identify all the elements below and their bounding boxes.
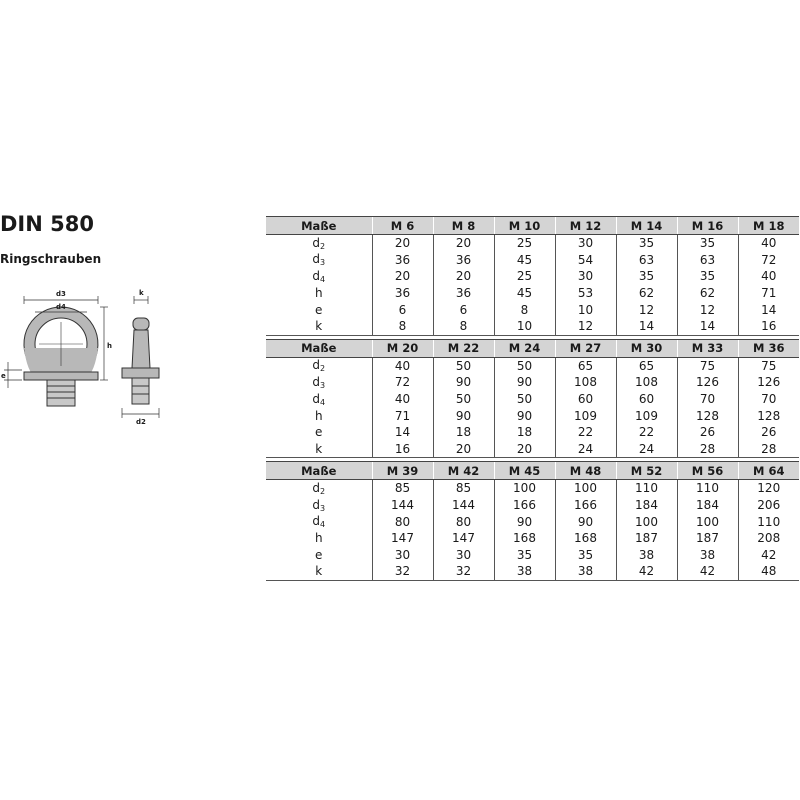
table-cell: 28 bbox=[738, 441, 799, 458]
table-cell: 50 bbox=[433, 391, 494, 408]
table-cell: 14 bbox=[738, 301, 799, 318]
thread-size-header: M 30 bbox=[616, 339, 677, 357]
header-label: Maße bbox=[266, 217, 372, 235]
thread-size-header: M 6 bbox=[372, 217, 433, 235]
row-label bbox=[266, 497, 372, 514]
table-cell: 85 bbox=[372, 480, 433, 497]
table-cell: 32 bbox=[433, 563, 494, 580]
label-d2: d2 bbox=[136, 418, 146, 426]
row-label-main: d bbox=[312, 268, 321, 283]
table-cell: 12 bbox=[555, 318, 616, 335]
table-cell: 50 bbox=[433, 357, 494, 374]
table-header-row bbox=[266, 339, 799, 357]
table-cell: 71 bbox=[738, 285, 799, 302]
row-label bbox=[266, 530, 372, 547]
table-cell: 90 bbox=[433, 374, 494, 391]
row-label-main: k bbox=[315, 319, 323, 334]
table-cell: 128 bbox=[677, 407, 738, 424]
row-label bbox=[266, 480, 372, 497]
thread-size-header: M 8 bbox=[433, 217, 494, 235]
table-cell: 30 bbox=[555, 268, 616, 285]
row-label-subscript: 4 bbox=[320, 397, 326, 407]
table-cell: 24 bbox=[555, 441, 616, 458]
table-cell: 20 bbox=[372, 268, 433, 285]
row-label bbox=[266, 547, 372, 564]
table-row bbox=[266, 318, 799, 335]
table-cell: 36 bbox=[433, 285, 494, 302]
row-label bbox=[266, 407, 372, 424]
table-cell: 20 bbox=[494, 441, 555, 458]
table-cell: 50 bbox=[494, 391, 555, 408]
table-cell: 45 bbox=[494, 285, 555, 302]
table-cell: 70 bbox=[677, 391, 738, 408]
thread-size-header: M 12 bbox=[555, 217, 616, 235]
table-cell: 72 bbox=[372, 374, 433, 391]
row-label-main: e bbox=[315, 302, 323, 317]
table-cell: 53 bbox=[555, 285, 616, 302]
row-label-main: e bbox=[315, 425, 323, 440]
table-cell: 10 bbox=[494, 318, 555, 335]
header-label: Maße bbox=[266, 339, 372, 357]
thread-size-header: M 64 bbox=[738, 462, 799, 480]
table-cell: 40 bbox=[738, 268, 799, 285]
table-cell: 20 bbox=[433, 441, 494, 458]
table-cell: 40 bbox=[372, 357, 433, 374]
row-label-subscript: 4 bbox=[320, 274, 326, 284]
table-cell: 36 bbox=[372, 252, 433, 269]
table-cell: 90 bbox=[494, 374, 555, 391]
eye-bolt-technical-drawing bbox=[0, 282, 170, 432]
label-e: e bbox=[1, 372, 6, 380]
table-cell: 25 bbox=[494, 235, 555, 252]
table-cell: 42 bbox=[616, 563, 677, 580]
row-label bbox=[266, 563, 372, 580]
row-label-subscript: 2 bbox=[320, 364, 326, 374]
row-label-main: k bbox=[315, 441, 323, 456]
table-cell: 30 bbox=[433, 547, 494, 564]
label-h: h bbox=[107, 342, 112, 350]
thread-size-header: M 52 bbox=[616, 462, 677, 480]
table-cell: 28 bbox=[677, 441, 738, 458]
label-d4: d4 bbox=[56, 303, 66, 311]
page-subtitle: Ringschrauben bbox=[0, 252, 102, 266]
table-cell: 45 bbox=[494, 252, 555, 269]
table-cell: 20 bbox=[372, 235, 433, 252]
table-cell: 206 bbox=[738, 497, 799, 514]
row-label-main: d bbox=[312, 480, 321, 495]
table-row bbox=[266, 407, 799, 424]
table-cell: 38 bbox=[677, 547, 738, 564]
table-cell: 147 bbox=[372, 530, 433, 547]
table-row bbox=[266, 235, 799, 252]
table-cell: 60 bbox=[555, 391, 616, 408]
thread-size-header: M 18 bbox=[738, 217, 799, 235]
table-row bbox=[266, 374, 799, 391]
table-cell: 40 bbox=[738, 235, 799, 252]
table-cell: 12 bbox=[616, 301, 677, 318]
row-label-main: d bbox=[312, 514, 321, 529]
table-cell: 63 bbox=[616, 252, 677, 269]
table-cell: 109 bbox=[555, 407, 616, 424]
table-cell: 25 bbox=[494, 268, 555, 285]
row-label-main: d bbox=[312, 358, 321, 373]
table-cell: 166 bbox=[494, 497, 555, 514]
table-row bbox=[266, 285, 799, 302]
table-row bbox=[266, 547, 799, 564]
table-cell: 65 bbox=[616, 357, 677, 374]
dimension-table-1 bbox=[266, 216, 799, 336]
label-d3: d3 bbox=[56, 290, 66, 298]
table-cell: 10 bbox=[555, 301, 616, 318]
row-label bbox=[266, 252, 372, 269]
table-cell: 70 bbox=[738, 391, 799, 408]
table-cell: 38 bbox=[494, 563, 555, 580]
table-cell: 8 bbox=[494, 301, 555, 318]
table-cell: 144 bbox=[433, 497, 494, 514]
table-cell: 100 bbox=[555, 480, 616, 497]
row-label-subscript: 3 bbox=[320, 503, 326, 513]
table-cell: 109 bbox=[616, 407, 677, 424]
row-label-main: h bbox=[314, 531, 323, 546]
thread-size-header: M 16 bbox=[677, 217, 738, 235]
table-row bbox=[266, 391, 799, 408]
table-cell: 100 bbox=[677, 513, 738, 530]
thread-size-header: M 22 bbox=[433, 339, 494, 357]
table-cell: 60 bbox=[616, 391, 677, 408]
table-cell: 168 bbox=[494, 530, 555, 547]
table-cell: 16 bbox=[372, 441, 433, 458]
table-cell: 36 bbox=[433, 252, 494, 269]
table-cell: 184 bbox=[677, 497, 738, 514]
table-row bbox=[266, 268, 799, 285]
table-cell: 80 bbox=[372, 513, 433, 530]
table-cell: 90 bbox=[555, 513, 616, 530]
table-cell: 14 bbox=[677, 318, 738, 335]
dimension-table-3 bbox=[266, 461, 799, 581]
table-cell: 30 bbox=[372, 547, 433, 564]
table-cell: 20 bbox=[433, 268, 494, 285]
table-cell: 35 bbox=[677, 268, 738, 285]
table-cell: 42 bbox=[677, 563, 738, 580]
table-cell: 22 bbox=[555, 424, 616, 441]
table-cell: 35 bbox=[677, 235, 738, 252]
thread-size-header: M 14 bbox=[616, 217, 677, 235]
table-cell: 85 bbox=[433, 480, 494, 497]
table-cell: 75 bbox=[677, 357, 738, 374]
table-row bbox=[266, 530, 799, 547]
table-row bbox=[266, 441, 799, 458]
row-label bbox=[266, 235, 372, 252]
table-cell: 90 bbox=[494, 407, 555, 424]
row-label bbox=[266, 318, 372, 335]
table-cell: 32 bbox=[372, 563, 433, 580]
table-cell: 126 bbox=[677, 374, 738, 391]
table-cell: 90 bbox=[433, 407, 494, 424]
table-row bbox=[266, 301, 799, 318]
table-cell: 72 bbox=[738, 252, 799, 269]
thread-size-header: M 39 bbox=[372, 462, 433, 480]
table-row bbox=[266, 513, 799, 530]
table-cell: 63 bbox=[677, 252, 738, 269]
table-cell: 8 bbox=[372, 318, 433, 335]
table-cell: 8 bbox=[433, 318, 494, 335]
row-label-subscript: 2 bbox=[320, 241, 326, 251]
thread-size-header: M 42 bbox=[433, 462, 494, 480]
row-label-main: d bbox=[312, 497, 321, 512]
row-label-main: d bbox=[312, 252, 321, 267]
dimension-tables bbox=[266, 216, 799, 584]
table-cell: 18 bbox=[433, 424, 494, 441]
table-cell: 62 bbox=[616, 285, 677, 302]
table-cell: 35 bbox=[616, 235, 677, 252]
table-cell: 50 bbox=[494, 357, 555, 374]
row-label bbox=[266, 374, 372, 391]
table-cell: 26 bbox=[677, 424, 738, 441]
row-label bbox=[266, 513, 372, 530]
row-label-main: h bbox=[314, 286, 323, 301]
row-label bbox=[266, 441, 372, 458]
table-cell: 20 bbox=[433, 235, 494, 252]
row-label-main: e bbox=[315, 547, 323, 562]
thread-size-header: M 48 bbox=[555, 462, 616, 480]
thread-size-header: M 36 bbox=[738, 339, 799, 357]
table-header-row bbox=[266, 217, 799, 235]
table-cell: 128 bbox=[738, 407, 799, 424]
table-cell: 38 bbox=[555, 563, 616, 580]
dimension-table-2 bbox=[266, 339, 799, 459]
table-cell: 6 bbox=[433, 301, 494, 318]
thread-size-header: M 20 bbox=[372, 339, 433, 357]
table-row bbox=[266, 480, 799, 497]
thread-size-header: M 56 bbox=[677, 462, 738, 480]
table-cell: 110 bbox=[616, 480, 677, 497]
table-cell: 90 bbox=[494, 513, 555, 530]
table-cell: 22 bbox=[616, 424, 677, 441]
table-cell: 71 bbox=[372, 407, 433, 424]
table-cell: 36 bbox=[372, 285, 433, 302]
table-cell: 184 bbox=[616, 497, 677, 514]
table-cell: 6 bbox=[372, 301, 433, 318]
row-label bbox=[266, 357, 372, 374]
table-row bbox=[266, 357, 799, 374]
row-label bbox=[266, 268, 372, 285]
table-cell: 42 bbox=[738, 547, 799, 564]
table-cell: 30 bbox=[555, 235, 616, 252]
table-cell: 120 bbox=[738, 480, 799, 497]
thread-size-header: M 24 bbox=[494, 339, 555, 357]
row-label bbox=[266, 424, 372, 441]
row-label-main: d bbox=[312, 235, 321, 250]
eye-bolt-front-view bbox=[4, 296, 108, 406]
table-cell: 168 bbox=[555, 530, 616, 547]
table-cell: 80 bbox=[433, 513, 494, 530]
header-label: Maße bbox=[266, 462, 372, 480]
table-cell: 62 bbox=[677, 285, 738, 302]
table-cell: 110 bbox=[738, 513, 799, 530]
table-cell: 187 bbox=[677, 530, 738, 547]
row-label bbox=[266, 285, 372, 302]
table-cell: 100 bbox=[494, 480, 555, 497]
table-cell: 14 bbox=[616, 318, 677, 335]
row-label bbox=[266, 301, 372, 318]
row-label bbox=[266, 391, 372, 408]
table-cell: 38 bbox=[616, 547, 677, 564]
row-label-main: k bbox=[315, 564, 323, 579]
thread-size-header: M 45 bbox=[494, 462, 555, 480]
table-cell: 110 bbox=[677, 480, 738, 497]
table-cell: 35 bbox=[494, 547, 555, 564]
eye-bolt-side-view bbox=[122, 296, 159, 418]
table-cell: 40 bbox=[372, 391, 433, 408]
row-label-main: d bbox=[312, 391, 321, 406]
row-label-subscript: 3 bbox=[320, 380, 326, 390]
table-row bbox=[266, 252, 799, 269]
row-label-main: d bbox=[312, 374, 321, 389]
thread-size-header: M 33 bbox=[677, 339, 738, 357]
table-cell: 108 bbox=[555, 374, 616, 391]
table-cell: 147 bbox=[433, 530, 494, 547]
table-cell: 54 bbox=[555, 252, 616, 269]
page-title: DIN 580 bbox=[0, 212, 94, 236]
row-label-subscript: 3 bbox=[320, 258, 326, 268]
table-cell: 18 bbox=[494, 424, 555, 441]
row-label-subscript: 4 bbox=[320, 520, 326, 530]
table-cell: 48 bbox=[738, 563, 799, 580]
row-label-main: h bbox=[314, 408, 323, 423]
row-label-subscript: 2 bbox=[320, 486, 326, 496]
table-row bbox=[266, 424, 799, 441]
table-cell: 26 bbox=[738, 424, 799, 441]
table-cell: 208 bbox=[738, 530, 799, 547]
table-cell: 65 bbox=[555, 357, 616, 374]
table-header-row bbox=[266, 462, 799, 480]
label-k: k bbox=[139, 289, 144, 297]
table-cell: 108 bbox=[616, 374, 677, 391]
table-row bbox=[266, 497, 799, 514]
table-cell: 35 bbox=[616, 268, 677, 285]
table-cell: 12 bbox=[677, 301, 738, 318]
table-row bbox=[266, 563, 799, 580]
table-cell: 126 bbox=[738, 374, 799, 391]
table-cell: 16 bbox=[738, 318, 799, 335]
table-cell: 24 bbox=[616, 441, 677, 458]
table-cell: 14 bbox=[372, 424, 433, 441]
thread-size-header: M 27 bbox=[555, 339, 616, 357]
table-cell: 166 bbox=[555, 497, 616, 514]
table-cell: 75 bbox=[738, 357, 799, 374]
table-cell: 144 bbox=[372, 497, 433, 514]
thread-size-header: M 10 bbox=[494, 217, 555, 235]
table-cell: 187 bbox=[616, 530, 677, 547]
table-cell: 35 bbox=[555, 547, 616, 564]
table-cell: 100 bbox=[616, 513, 677, 530]
